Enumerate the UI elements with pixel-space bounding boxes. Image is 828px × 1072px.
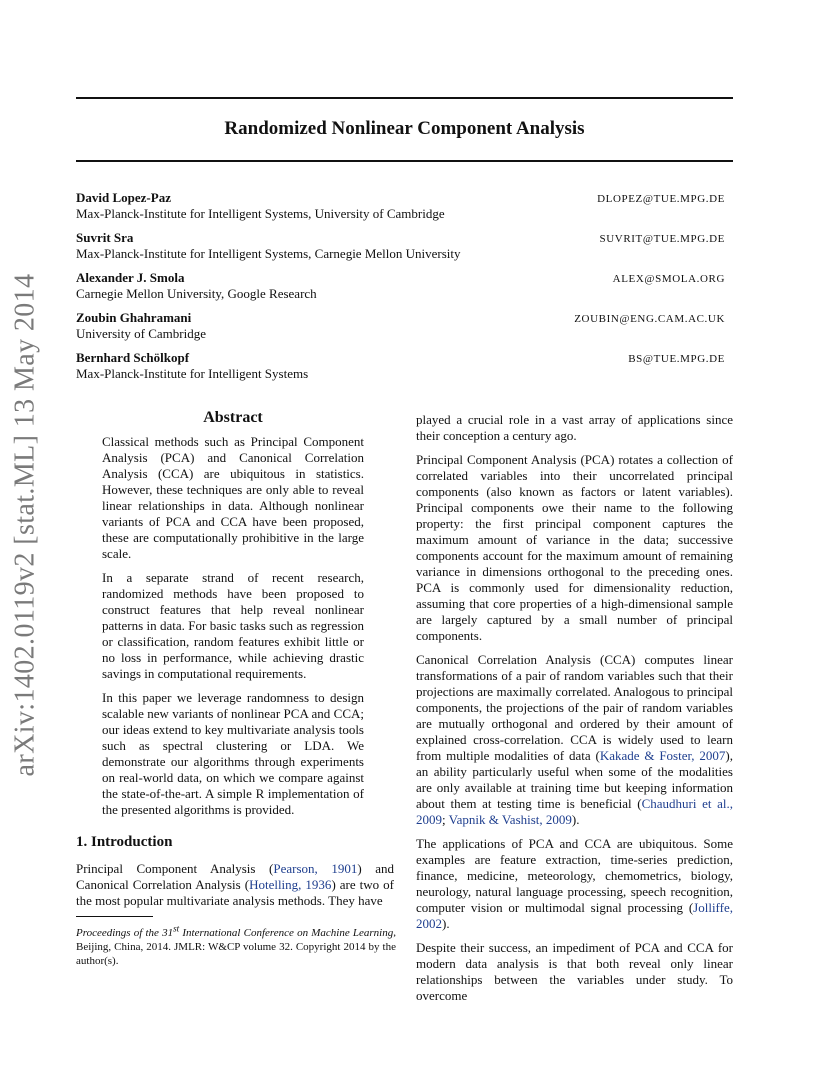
body-paragraph: played a crucial role in a vast array of applications since their conception a century ago.	[416, 412, 733, 443]
title-top-rule	[76, 97, 733, 99]
body-paragraph: Despite their success, an impediment of PCA and CCA for modern data analysis is that both reveal only linear relationships between the variables under study. To overcome	[416, 940, 733, 1003]
author-name: David Lopez-Paz	[76, 190, 171, 205]
author-email: SUVRIT@TUE.MPG.DE	[599, 233, 725, 245]
abstract-heading: Abstract	[203, 409, 263, 426]
citation-link[interactable]: Hotelling, 1936	[249, 877, 332, 892]
citation-link[interactable]: Pearson, 1901	[273, 861, 358, 876]
body-paragraph: Principal Component Analysis (Pearson, 1901) and Canonical Correlation Analysis (Hotelling, 1936) are two of the most popular multivariate analysis methods. They have	[76, 861, 394, 908]
abstract-paragraph: In a separate strand of recent research, randomized methods have been proposed to construct features that help reveal nonlinear patterns in data. For basic tasks such as regression or classification, random features exhibit little or no loss in performance, while achieving drastic savings in computational requirements.	[102, 570, 364, 681]
title-bottom-rule	[76, 160, 733, 162]
body-paragraph: Principal Component Analysis (PCA) rotates a collection of correlated variables into their uncorrelated principal components (also known as factors or latent variables). Principal components owe their name to the following property: the first principal component captures the maximum amount of variance in the data; successive components account for the maximum amount of remaining variance in dimensions orthogonal to the preceding ones. PCA is commonly used for dimensionality reduction, assuming that core properties of a high-dimensional sample are largely captured by a small number of principal components.	[416, 452, 733, 643]
author-affiliation: Carnegie Mellon University, Google Research	[76, 286, 317, 301]
author-block	[76, 350, 733, 382]
proceedings-footnote: Proceedings of the 31st International Conference on Machine Learning, Beijing, China, 2014. JMLR: W&CP volume 32. Copyright 2014 by the author(s).	[76, 923, 396, 967]
author-block	[76, 270, 733, 302]
author-email: ZOUBIN@ENG.CAM.AC.UK	[574, 313, 725, 325]
author-name: Bernhard Schölkopf	[76, 350, 190, 365]
author-email: ALEX@SMOLA.ORG	[612, 273, 725, 285]
right-column	[416, 412, 733, 1012]
author-affiliation: Max-Planck-Institute for Intelligent Systems, Carnegie Mellon University	[76, 246, 461, 261]
citation-link[interactable]: Chaudhuri et al., 2009	[416, 796, 733, 827]
author-email: DLOPEZ@TUE.MPG.DE	[597, 193, 725, 205]
author-affiliation: Max-Planck-Institute for Intelligent Systems, University of Cambridge	[76, 206, 445, 221]
author-name: Zoubin Ghahramani	[76, 310, 192, 325]
introduction-section	[76, 834, 394, 917]
author-email: BS@TUE.MPG.DE	[628, 353, 725, 365]
author-affiliation: University of Cambridge	[76, 326, 206, 341]
author-affiliation: Max-Planck-Institute for Intelligent Systems	[76, 366, 309, 381]
section-heading: 1. Introduction	[76, 834, 173, 850]
author-name: Alexander J. Smola	[76, 270, 185, 285]
author-block	[76, 230, 733, 262]
abstract-paragraph: In this paper we leverage randomness to design scalable new variants of nonlinear PCA and CCA; our ideas extend to key multivariate analysis tools such as spectral clustering or LDA. We demonstrate our algorithms through experiments on real-world data, on which we compare against the state-of-the-art. A simple R implementation of the presented algorithms is provided.	[102, 690, 364, 817]
body-paragraph: The applications of PCA and CCA are ubiquitous. Some examples are feature extraction, time-series prediction, finance, medicine, meteorology, chemometrics, biology, neurology, natural language processing, speech recognition, computer vision or multimodal signal processing (Jolliffe, 2002).	[416, 836, 733, 931]
author-block	[76, 190, 733, 222]
paper-title: Randomized Nonlinear Component Analysis	[224, 118, 585, 139]
abstract-section	[102, 410, 364, 826]
citation-link[interactable]: Kakade & Foster, 2007	[599, 748, 726, 763]
author-name: Suvrit Sra	[76, 230, 134, 245]
author-block	[76, 310, 733, 342]
arxiv-sidebar	[2, 270, 48, 780]
abstract-paragraph: Classical methods such as Principal Component Analysis (PCA) and Canonical Correlation Analysis (CCA) are ubiquitous in statistics. However, these techniques are only able to reveal linear relationships in data. Although nonlinear variants of PCA and CCA have been proposed, these are computationally prohibitive in the large scale.	[102, 434, 364, 561]
footnote-rule	[76, 916, 153, 917]
citation-link[interactable]: Jolliffe, 2002	[416, 900, 733, 931]
arxiv-identifier: arXiv:1402.0119v2 [stat.ML] 13 May 2014	[9, 273, 41, 777]
citation-link[interactable]: Vapnik & Vashist, 2009	[448, 812, 572, 827]
body-paragraph: Canonical Correlation Analysis (CCA) computes linear transformations of a pair of random variables such that their projections are maximally correlated. Analogous to principal components, the projections of the pair of random variables are mutually orthogonal and ordered by their amount of explained cross-correlation. CCA is widely used to learn from multiple modalities of data (Kakade & Foster, 2007), an ability particularly useful when some of the modalities are only available at training time but keeping information about them at testing time is beneficial (Chaudhuri et al., 2009; Vapnik & Vashist, 2009).	[416, 652, 733, 827]
